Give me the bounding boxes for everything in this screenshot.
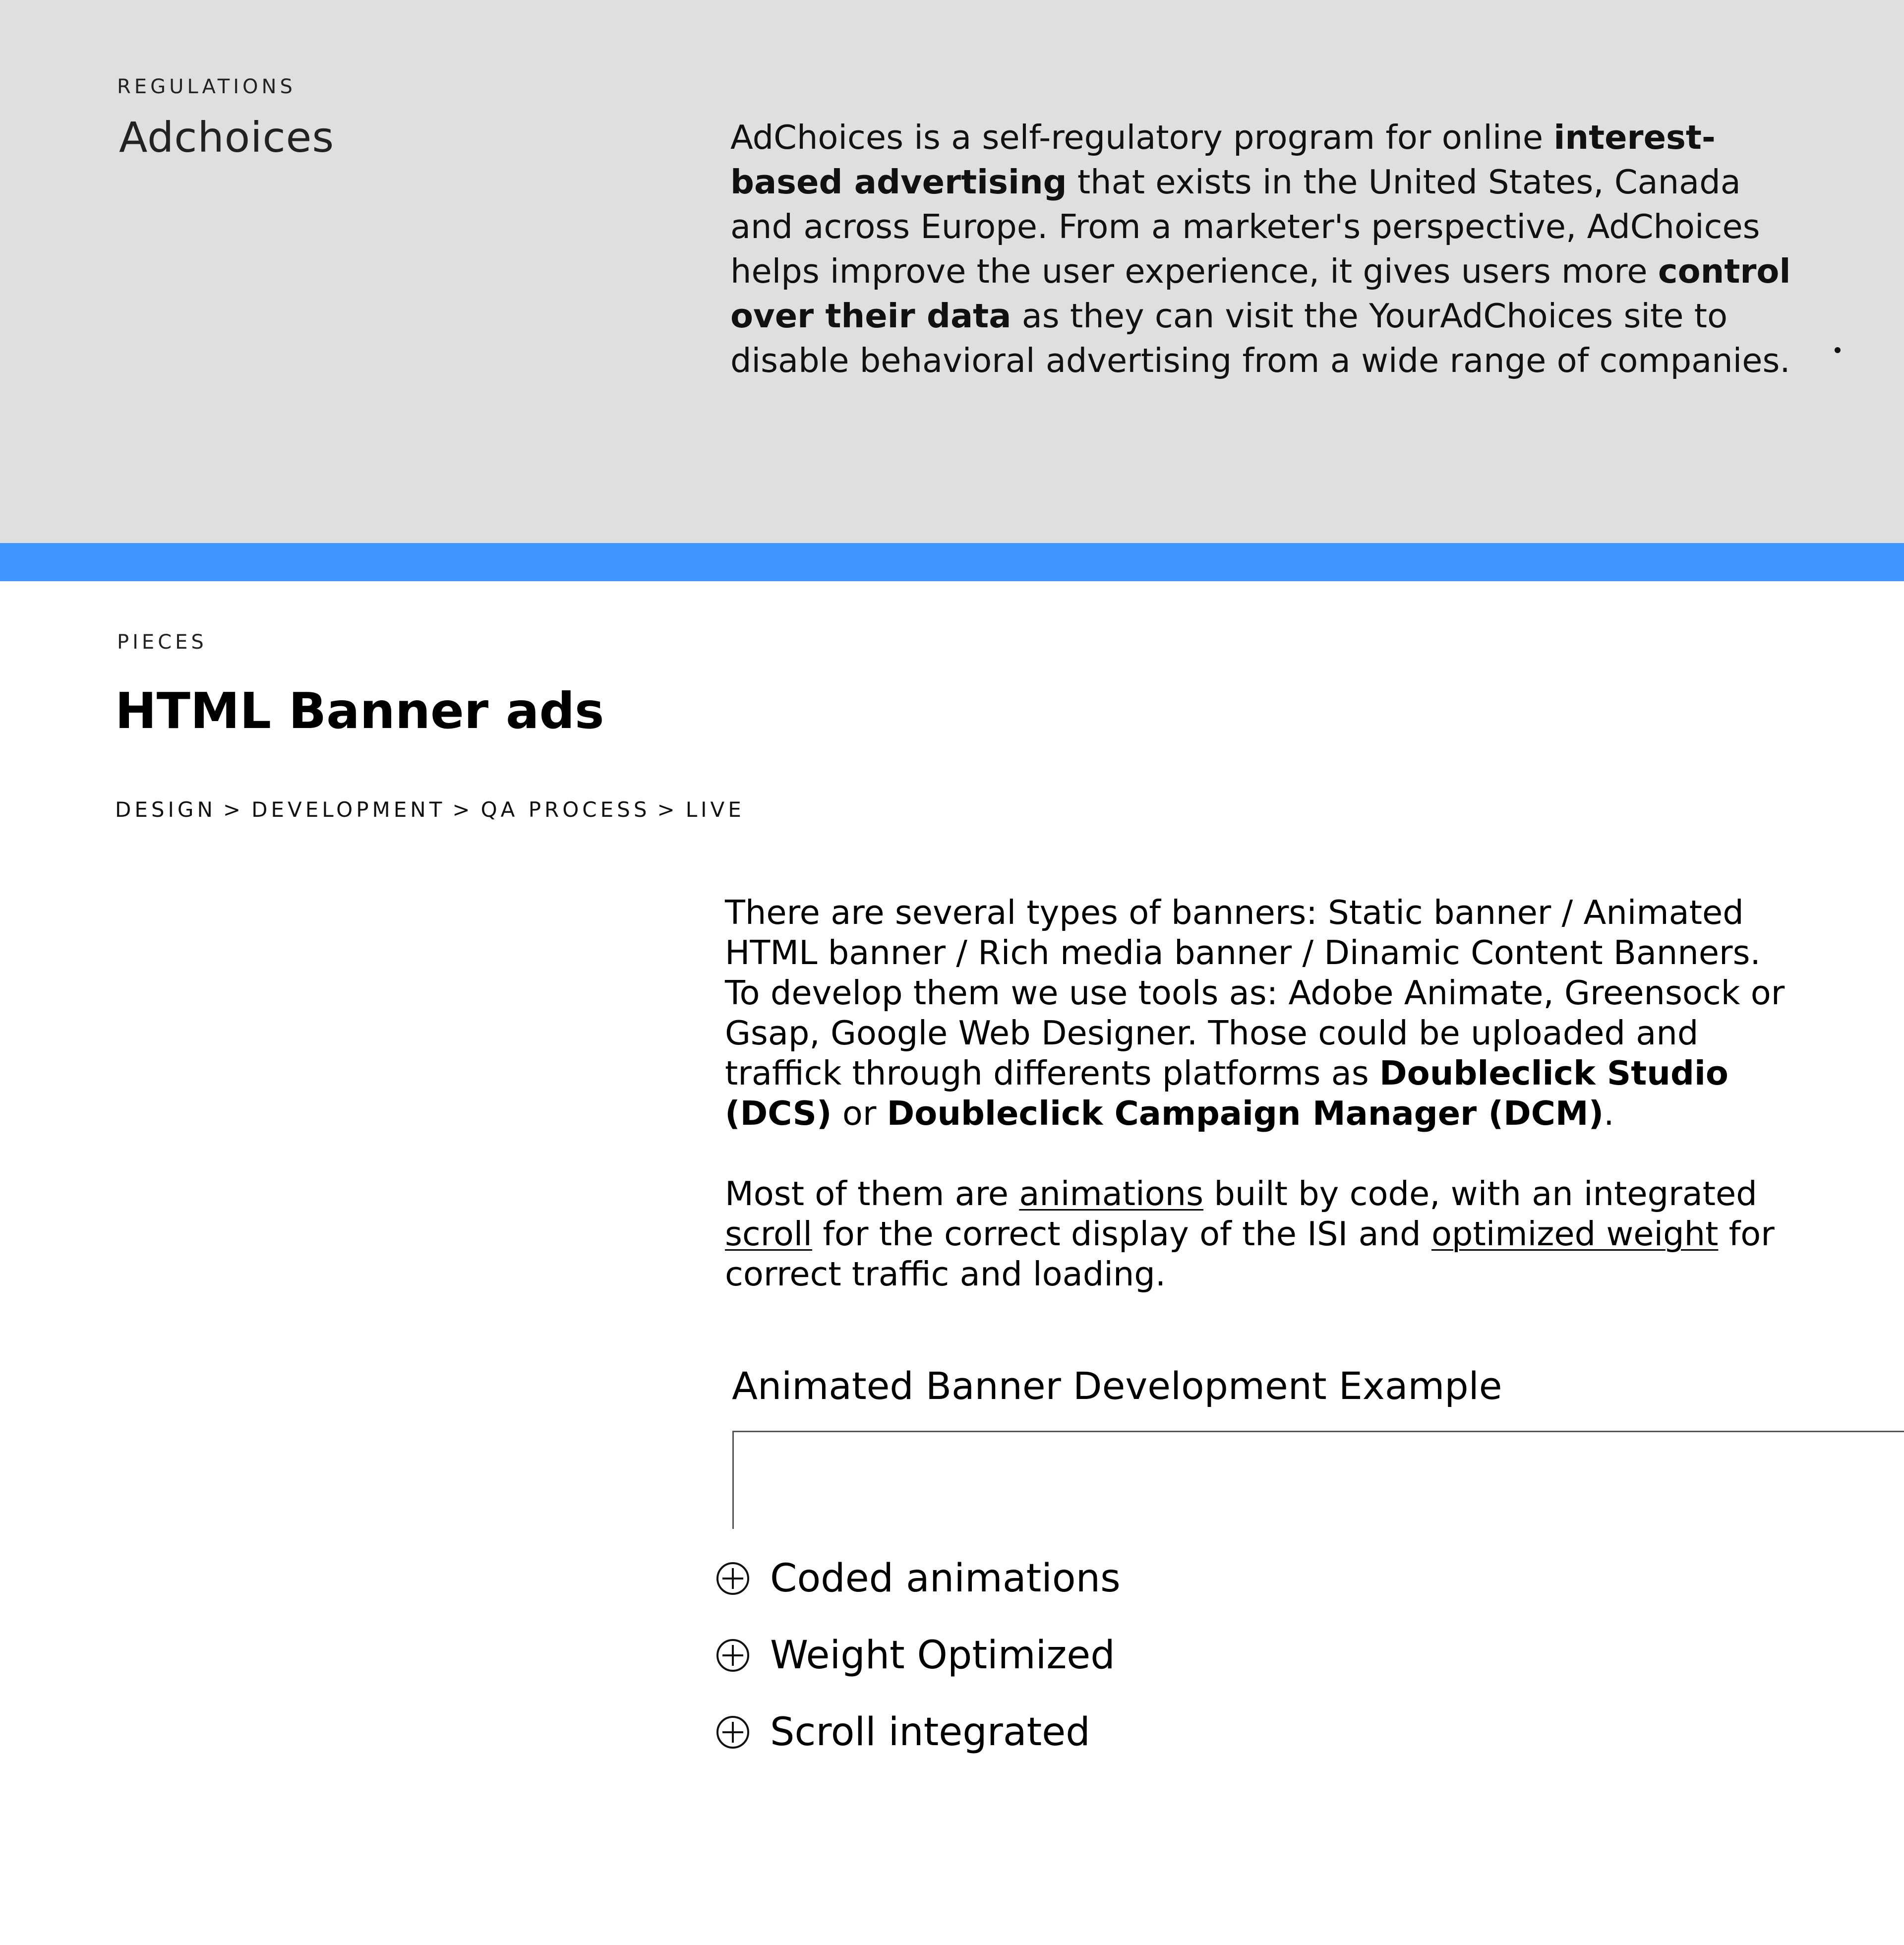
- circle-plus-icon: [715, 1561, 750, 1596]
- feature-label: Weight Optimized: [770, 1633, 1115, 1678]
- process-separator: >: [223, 797, 241, 822]
- accent-divider-bar: [0, 543, 1904, 581]
- example-title: Animated Banner Development Example: [732, 1364, 1502, 1408]
- process-breadcrumb: [115, 797, 745, 822]
- bold-phrase: Doubleclick Campaign Manager (DCM): [887, 1094, 1604, 1133]
- pieces-eyebrow: PIECES: [117, 631, 207, 654]
- animations-paragraph: Most of them are animations built by code, with an integrated scroll for the correct display of the ISI and optimized weight for correct traffic and loading.: [725, 1174, 1775, 1293]
- process-step-qa: QA PROCESS: [480, 797, 651, 822]
- scroll-link[interactable]: scroll: [725, 1215, 813, 1253]
- bold-phrase: Doubleclick Studio (DCS): [725, 1054, 1728, 1133]
- feature-coded-animations[interactable]: [715, 1556, 1121, 1601]
- banner-types-paragraph: There are several types of banners: Static banner / Animated HTML banner / Rich media banner / Dinamic Content Banners. To develop them we use tools as: Adobe Animate, Greensock or Gsap, Google Web Designer. Those could be uploaded and traffick through differents platforms as Doubleclick Studio (DCS) or Doubleclick Campaign Manager (DCM).: [725, 893, 1785, 1133]
- feature-weight-optimized[interactable]: [715, 1633, 1115, 1678]
- regulations-section: [0, 0, 1904, 543]
- pieces-title: HTML Banner ads: [115, 682, 604, 740]
- process-separator: >: [657, 797, 675, 822]
- optimized-weight-link[interactable]: optimized weight: [1431, 1215, 1719, 1253]
- bold-phrase: interest-based advertising: [730, 118, 1716, 201]
- feature-scroll-integrated[interactable]: [715, 1710, 1090, 1755]
- process-separator: >: [452, 797, 470, 822]
- bold-phrase: control over their data: [730, 252, 1791, 335]
- regulations-title: Adchoices: [119, 113, 335, 162]
- regulations-eyebrow: REGULATIONS: [117, 75, 296, 98]
- feature-label: Coded animations: [770, 1556, 1121, 1601]
- process-step-development: DEVELOPMENT: [251, 797, 446, 822]
- regulations-description: AdChoices is a self-regulatory program for online interest-based advertising that exists in the United States, Canada and across Europe. From a marketer's perspective, AdChoices helps improve the user experience, it gives users more control over their data as they can visit the YourAdChoices site to disable behavioral advertising from a wide range of companies.: [730, 118, 1791, 380]
- dot-marker: [1835, 347, 1841, 353]
- circle-plus-icon: [715, 1715, 750, 1750]
- process-step-live: LIVE: [685, 797, 745, 822]
- animations-link[interactable]: animations: [1019, 1174, 1204, 1213]
- banner-example-frame[interactable]: [732, 1431, 1904, 1529]
- circle-plus-icon: [715, 1638, 750, 1673]
- feature-label: Scroll integrated: [770, 1710, 1090, 1755]
- process-step-design: DESIGN: [115, 797, 216, 822]
